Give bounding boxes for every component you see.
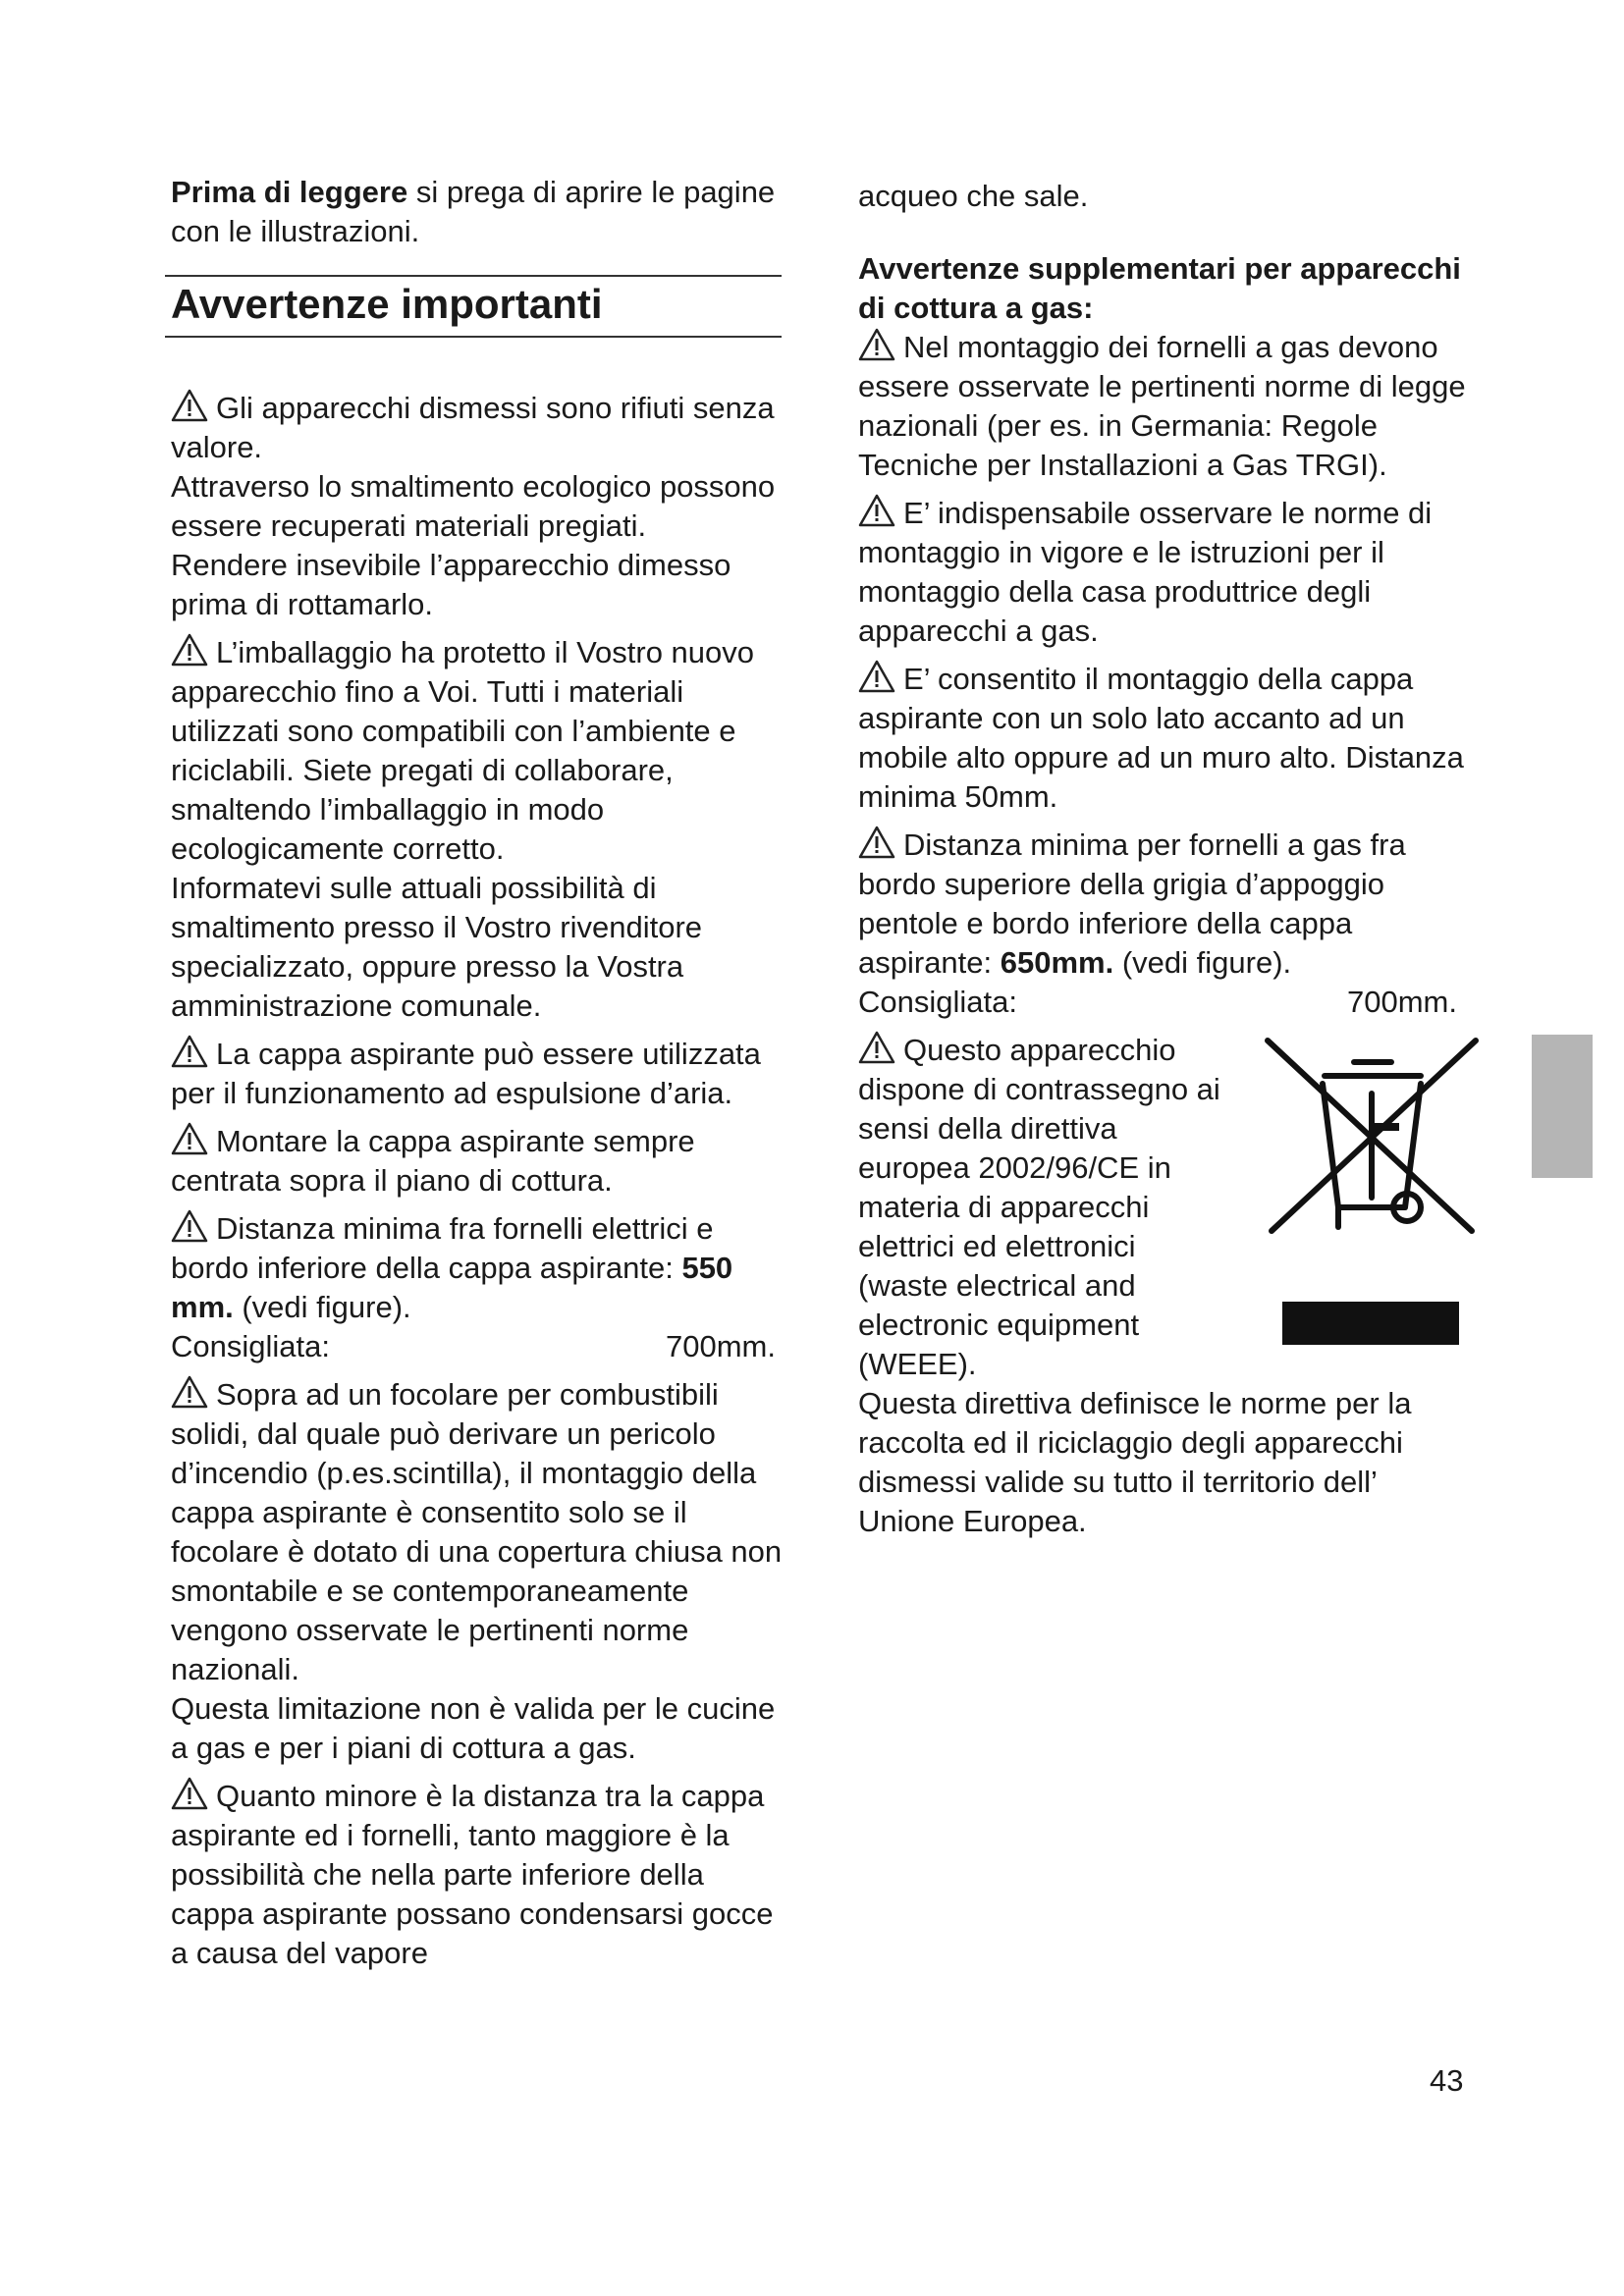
warning-weee-text: Questo apparecchio dispone di contrassegno ai sensi della direttiva europea 2002/96/CE in materia di apparecchi elettrici ed elettronici (waste electrical and electronic equipment (WEEE).: [858, 1033, 1220, 1381]
recommended-label: Consigliata:: [858, 985, 1017, 1019]
warning-triangle-icon: [171, 389, 208, 422]
page-number: 43: [1430, 2063, 1464, 2098]
gas-distance-value: 650mm.: [1000, 945, 1114, 980]
warning-exhaust: [171, 1035, 789, 1113]
warning-triangle-icon: [858, 1031, 895, 1064]
warning-triangle-icon: [858, 494, 895, 527]
warning-triangle-icon: [171, 1035, 208, 1068]
warning-packaging-text: L’imballaggio ha protetto il Vostro nuovo apparecchio fino a Voi. Tutti i materiali utilizzati sono compatibili con l’ambiente e riciclabili. Siete pregati di collaborare, smaltendo l’imballaggio in modo ecologicamente corretto.: [171, 635, 755, 866]
warning-disposal: [171, 389, 789, 467]
warning-condensation-text: Quanto minore è la distanza tra la cappa aspirante ed i fornelli, tanto maggiore è la possibilità che nella parte inferiore della cappa aspirante possano condensarsi gocce a causa del vapore: [171, 1779, 774, 1970]
disposal-para-2: Attraverso lo smaltimento ecologico possono essere recuperati materiali pregiati.: [171, 469, 776, 543]
disposal-para-3: Rendere insevibile l’apparecchio dimesso prima di rottamarlo.: [171, 548, 731, 621]
electric-distance-text: Distanza minima fra fornelli elettrici e bordo inferiore della cappa aspirante:: [171, 1211, 714, 1285]
gas-distance-suffix: (vedi figure).: [1113, 945, 1292, 980]
chapter-tab: [1532, 1035, 1593, 1178]
weee-para-2: Questa direttiva definisce le norme per la raccolta ed il riciclaggio degli apparecchi dismessi valide su tutto il territorio dell’ Unione Europea.: [858, 1386, 1412, 1538]
heading-rule-top: [165, 275, 782, 277]
crossed-out-wheelie-bin-icon: [1264, 1035, 1480, 1245]
warning-electric-distance: [171, 1209, 789, 1327]
packaging-para-2: Informatevi sulle attuali possibilità di smaltimento presso il Vostro rivenditore specializzato, oppure presso la Vostra amministrazione comunale.: [171, 871, 703, 1023]
warning-packaging: [171, 633, 789, 869]
warning-gas-norms-text: Nel montaggio dei fornelli a gas devono essere osservate le pertinenti norme di legge nazionali (per es. in Germania: Regole Tecniche per Installazioni a Gas TRGI).: [858, 330, 1466, 482]
warning-centered-text: Montare la cappa aspirante sempre centrata sopra il piano di cottura.: [171, 1124, 695, 1198]
warning-disposal-text: Gli apparecchi dismessi sono rifiuti senza valore.: [171, 391, 775, 464]
warning-triangle-icon: [858, 826, 895, 859]
warning-gas-distance: [858, 826, 1467, 983]
page-title: Avvertenze importanti: [171, 281, 603, 327]
warning-condensation: [171, 1777, 789, 1973]
intro-text: [171, 173, 789, 251]
warning-gas-instructions-text: E’ indispensabile osservare le norme di montaggio in vigore e le istruzioni per il montaggio della casa produttrice degli apparecchi a gas.: [858, 496, 1433, 648]
weee-notice: [858, 1031, 1467, 1384]
warning-solid-fuel-text: Sopra ad un focolare per combustibili solidi, dal quale può derivare un pericolo d’incendio (p.es.scintilla), il montaggio della cappa aspirante è consentito solo se il focolare è dotato di una copertura chiusa non smontabile e se contemporaneamente vengono osservate le pertinenti norme nazionali.: [171, 1377, 783, 1686]
gas-recommended-row: [858, 983, 1467, 1022]
heading-rule-bottom: [165, 336, 782, 338]
gas-subheading: Avvertenze supplementari per apparecchi di cottura a gas:: [858, 251, 1461, 325]
warning-solid-fuel: [171, 1375, 789, 1689]
warning-triangle-icon: [858, 328, 895, 361]
warning-exhaust-text: La cappa aspirante può essere utilizzata per il funzionamento ad espulsione d’aria.: [171, 1037, 761, 1110]
warning-gas-norms: [858, 328, 1467, 485]
gas-distance-text: Distanza minima per fornelli a gas fra bordo superiore della grigia d’appoggio pentole e bordo inferiore della cappa aspirante:: [858, 828, 1406, 980]
recommended-value: 700mm.: [1347, 985, 1457, 1019]
warning-triangle-icon: [171, 1209, 208, 1243]
intro-bold: Prima di leggere: [171, 175, 408, 209]
left-column: [171, 173, 789, 251]
warning-side-mounting-text: E’ consentito il montaggio della cappa aspirante con un solo lato accanto ad un mobile alto oppure ad un muro alto. Distanza minima 50mm.: [858, 662, 1464, 814]
recommended-value: 700mm.: [666, 1329, 776, 1363]
warning-triangle-icon: [171, 1122, 208, 1155]
warning-weee: [858, 1031, 1231, 1384]
continued-text: acqueo che sale.: [858, 179, 1089, 213]
electric-recommended-row: [171, 1327, 789, 1366]
warning-triangle-icon: [171, 1777, 208, 1810]
recommended-label: Consigliata:: [171, 1329, 330, 1363]
warning-triangle-icon: [171, 1375, 208, 1409]
electric-distance-suffix: (vedi figure).: [233, 1290, 411, 1324]
warning-gas-instructions: [858, 494, 1467, 651]
right-column: [858, 177, 1467, 1541]
warning-centered: [171, 1122, 789, 1201]
solid-fuel-para-2: Questa limitazione non è valida per le cucine a gas e per i piani di cottura a gas.: [171, 1691, 776, 1765]
warning-triangle-icon: [171, 633, 208, 667]
electric-distance-value: 550 mm.: [171, 1251, 733, 1324]
intro-rest: si prega di aprire le pagine con le illustrazioni.: [171, 175, 776, 248]
left-warnings: [171, 389, 789, 1973]
warning-side-mounting: [858, 660, 1467, 817]
warning-triangle-icon: [858, 660, 895, 693]
weee-black-bar: [1282, 1302, 1459, 1345]
